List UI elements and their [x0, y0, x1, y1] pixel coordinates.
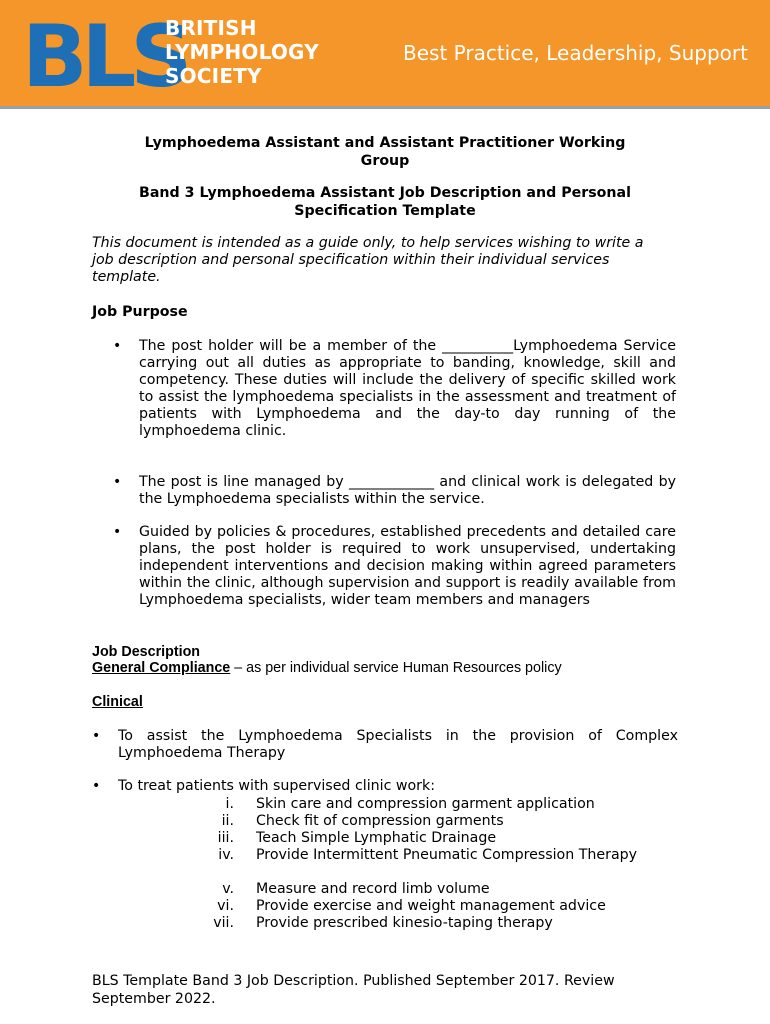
- general-compliance-label: General Compliance: [92, 660, 231, 676]
- task-text: Skin care and compression garment application: [256, 796, 595, 812]
- task-text: Provide exercise and weight management advice: [256, 898, 606, 914]
- job-purpose-heading: Job Purpose: [92, 304, 188, 320]
- clinical-heading: Clinical: [92, 694, 143, 710]
- org-name-line-1: BRITISH: [165, 16, 257, 40]
- bullet-icon: •: [92, 728, 101, 744]
- org-name-line-2: LYMPHOLOGY: [165, 40, 319, 64]
- task-numeral: v.: [222, 881, 234, 897]
- bullet-text: Guided by policies & procedures, established precedents and detailed care plans, the post holder is required to work unsupervised, undertaking independent interventions and decision making within agreed parameters within the clinic, although supervision and support is readily available from Lymphoedema specialists, wider team members and managers: [139, 524, 676, 608]
- task-numeral: ii.: [221, 813, 234, 829]
- task-text: Check fit of compression garments: [256, 813, 504, 829]
- task-numeral: i.: [225, 796, 234, 812]
- task-text: Provide prescribed kinesio-taping therapy: [256, 915, 553, 931]
- document-title: [92, 134, 678, 170]
- intro-paragraph: This document is intended as a guide only, to help services wishing to write a job description and personal specification within their individual services template.: [92, 235, 644, 285]
- bls-logo-icon: [22, 7, 187, 107]
- task-numeral: iii.: [217, 830, 234, 846]
- task-text: Teach Simple Lymphatic Drainage: [256, 830, 497, 846]
- subtitle-line-2: Specification Template: [294, 203, 476, 219]
- org-name-line-3: SOCIETY: [165, 64, 262, 88]
- bullet-icon: •: [113, 474, 122, 490]
- bullet-icon: •: [92, 778, 101, 794]
- task-numeral: iv.: [218, 847, 234, 863]
- bullet-text: The post holder will be a member of the __________Lymphoedema Service carrying out all duties as appropriate to banding, knowledge, skill and competency. These duties will include the delivery of specific skilled work to assist the lymphoedema specialists in the assessment and treatment of patients with Lymphoedema and the day-to day running of the lymphoedema clinic.: [139, 338, 676, 439]
- task-numeral: vi.: [217, 898, 234, 914]
- logo-letters: BLS: [22, 7, 187, 107]
- bullet-text: To assist the Lymphoedema Specialists in the provision of Complex Lymphoedema Therapy: [118, 728, 678, 761]
- job-description-heading: Job Description: [92, 644, 201, 660]
- general-compliance-line: [92, 660, 562, 676]
- bullet-text: To treat patients with supervised clinic work:: [118, 778, 435, 794]
- bullet-text: The post is line managed by ____________ and clinical work is delegated by the Lymphoedema specialists within the service.: [139, 474, 676, 507]
- subtitle-line-1: Band 3 Lymphoedema Assistant Job Description and Personal: [139, 185, 631, 201]
- bullet-icon: •: [113, 338, 122, 354]
- task-numeral: vii.: [213, 915, 234, 931]
- title-line-1: Lymphoedema Assistant and Assistant Practitioner Working: [144, 135, 626, 151]
- title-line-2: Group: [360, 153, 410, 169]
- organisation-name: [165, 16, 319, 88]
- bullet-icon: •: [113, 524, 122, 540]
- document-subtitle: [92, 184, 678, 220]
- task-text: Provide Intermittent Pneumatic Compression Therapy: [256, 847, 638, 863]
- general-compliance-text: – as per individual service Human Resources policy: [230, 660, 562, 676]
- tagline: Best Practice, Leadership, Support: [403, 41, 748, 65]
- page-footer: BLS Template Band 3 Job Description. Published September 2017. Review September 2022.: [92, 973, 615, 1007]
- task-text: Measure and record limb volume: [256, 881, 490, 897]
